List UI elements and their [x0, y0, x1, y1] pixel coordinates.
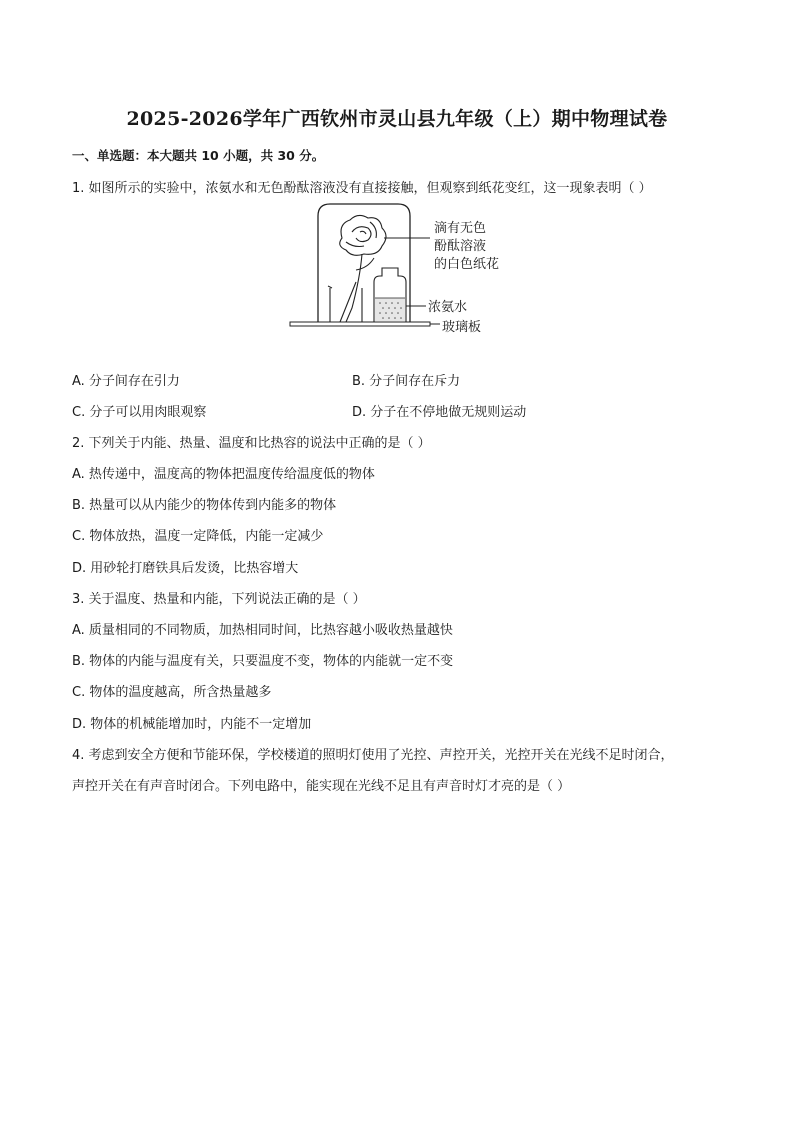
q2-option-d[interactable]: D. 用砂轮打磨铁具后发烫，比热容增大 — [72, 561, 299, 576]
question-2-stem: 2. 下列关于内能、热量、温度和比热容的说法中正确的是（ ） — [72, 436, 431, 451]
question-4-stem-line2: 声控开关在有声音时闭合。下列电路中，能实现在光线不足且有声音时灯才亮的是（ ） — [72, 779, 571, 794]
q1-option-c[interactable]: C. 分子可以用肉眼观察 — [72, 405, 207, 420]
glass-plate — [290, 322, 430, 326]
label-flower-2: 酚酞溶液 — [434, 239, 487, 254]
page-title: 2025-2026学年广西钦州市灵山县九年级（上）期中物理试卷 — [126, 108, 668, 130]
q2-option-c[interactable]: C. 物体放热，温度一定降低，内能一定减少 — [72, 529, 324, 544]
q1-experiment-figure — [280, 198, 520, 340]
q1-option-a[interactable]: A. 分子间存在引力 — [72, 374, 180, 389]
q3-option-a[interactable]: A. 质量相同的不同物质，加热相同时间，比热容越小吸收热量越快 — [72, 623, 453, 638]
q3-option-d[interactable]: D. 物体的机械能增加时，内能不一定增加 — [72, 717, 312, 732]
label-glass: 玻璃板 — [442, 320, 482, 335]
q2-option-b[interactable]: B. 热量可以从内能少的物体传到内能多的物体 — [72, 498, 337, 513]
question-4-stem-line1: 4. 考虑到安全方便和节能环保，学校楼道的照明灯使用了光控、声控开关，光控开关在光线不足时闭合， — [72, 748, 674, 763]
question-3-stem: 3. 关于温度、热量和内能，下列说法正确的是（ ） — [72, 592, 366, 607]
q3-option-c[interactable]: C. 物体的温度越高，所含热量越多 — [72, 685, 272, 700]
beaker — [330, 288, 362, 322]
label-flower-1: 滴有无色 — [434, 221, 487, 236]
q2-option-a[interactable]: A. 热传递中，温度高的物体把温度传给温度低的物体 — [72, 467, 375, 482]
label-flower-3: 的白色纸花 — [434, 257, 500, 272]
label-ammonia: 浓氨水 — [428, 300, 468, 315]
q1-option-b[interactable]: B. 分子间存在斥力 — [352, 374, 461, 389]
ammonia-bottle — [374, 268, 406, 322]
paper-flower — [340, 215, 386, 255]
section-heading: 一、单选题：本大题共 10 小题，共 30 分。 — [72, 148, 325, 163]
question-1-stem: 1. 如图所示的实验中，浓氨水和无色酚酞溶液没有直接接触，但观察到纸花变红，这一现象表明（ ） — [72, 181, 652, 196]
q1-option-d[interactable]: D. 分子在不停地做无规则运动 — [352, 405, 527, 420]
q3-option-b[interactable]: B. 物体的内能与温度有关，只要温度不变，物体的内能就一定不变 — [72, 654, 454, 669]
